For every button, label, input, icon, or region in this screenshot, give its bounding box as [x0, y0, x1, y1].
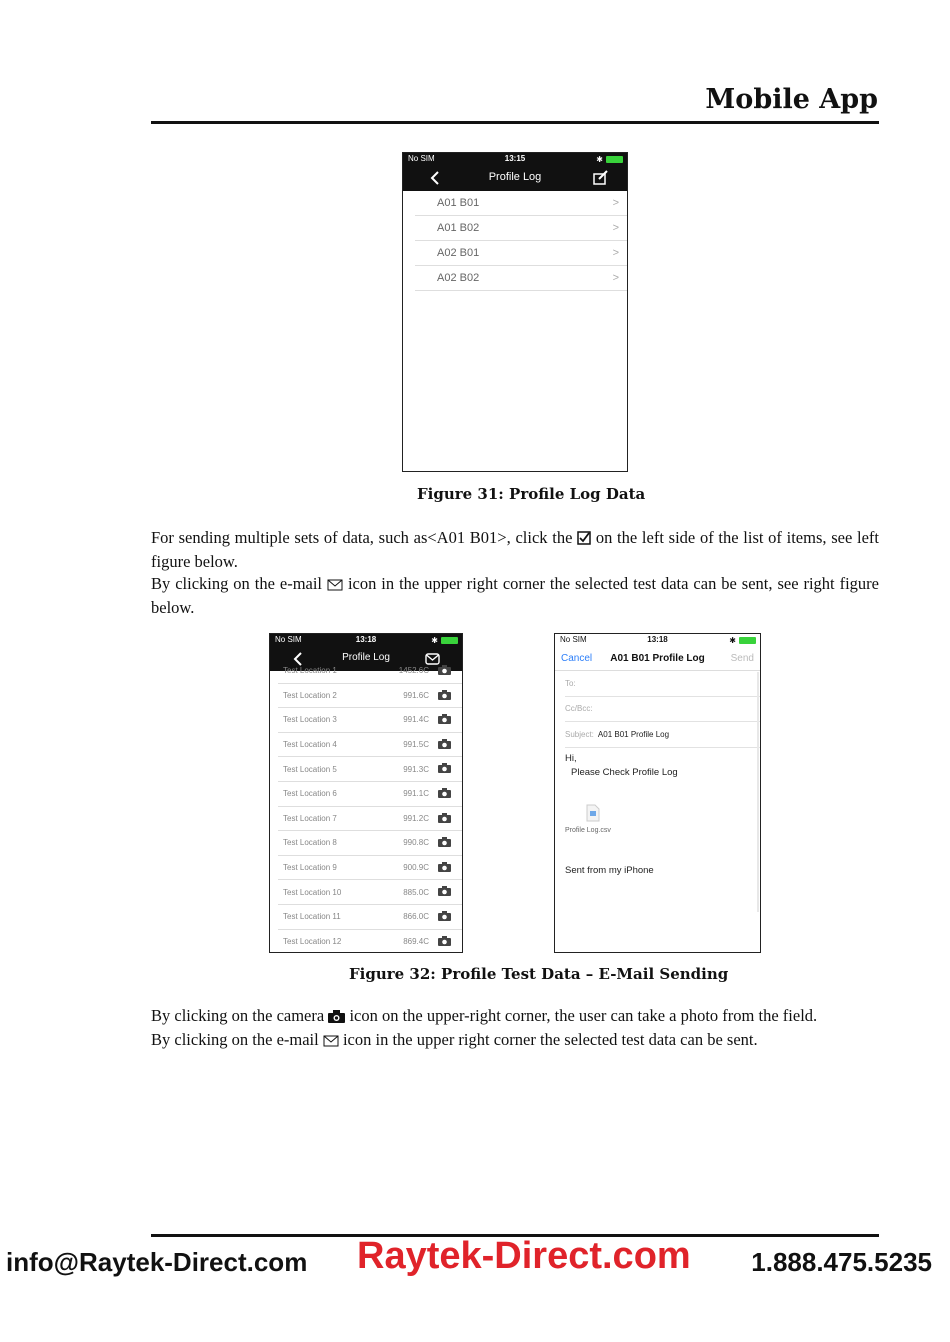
email-icon [327, 575, 343, 597]
list-item[interactable]: A01 B01 > [415, 191, 627, 216]
test-location-list [270, 659, 462, 953]
status-bar [270, 634, 462, 646]
camera-icon[interactable] [438, 813, 451, 825]
list-item[interactable]: A02 B02 > [415, 266, 627, 291]
attachment-name: Profile Log.csv [565, 826, 611, 834]
table-row[interactable]: Test Location 2 991.6C [278, 684, 462, 709]
subject-field[interactable]: Subject: A01 B01 Profile Log [565, 722, 760, 748]
camera-icon [328, 1007, 345, 1029]
nav-bar [403, 165, 627, 191]
scrollbar[interactable] [757, 672, 759, 912]
battery-icon [606, 156, 623, 163]
camera-icon[interactable] [438, 837, 451, 849]
cancel-button[interactable]: Cancel [561, 653, 593, 664]
signature-text: Sent from my iPhone [565, 864, 654, 876]
edit-icon[interactable] [593, 170, 609, 190]
table-row[interactable]: Test Location 9 900.9C [278, 856, 462, 881]
camera-icon[interactable] [438, 936, 451, 948]
list-item[interactable]: A02 B01 > [415, 241, 627, 266]
paragraph-1: For sending multiple sets of data, such as<A01 B01>, click the on the left side of the list of items, see left figure below. By clicking on the e-mail icon in the upper right corner the selected test data can be sent, see right figure below. [151, 528, 879, 617]
chevron-right-icon: > [612, 197, 619, 209]
checkbox-icon [577, 529, 591, 551]
figure31-caption: Figure 31: Profile Log Data [417, 485, 646, 503]
nav-title: Profile Log [488, 171, 542, 183]
list-item[interactable]: A01 B02 > [415, 216, 627, 241]
table-row[interactable]: Test Location 6 991.1C [278, 782, 462, 807]
table-row[interactable]: Test Location 1 1452.6C [278, 659, 462, 684]
status-time: 13:15 [504, 154, 526, 163]
section-title: Mobile App [705, 84, 878, 115]
table-row[interactable]: Test Location 8 990.8C [278, 831, 462, 856]
camera-icon[interactable] [438, 788, 451, 800]
paragraph-2: By clicking on the camera icon on the upper-right corner, the user can take a photo from the field. By clicking on the e-mail icon in the upper right corner the selected test data can be sent. [151, 1005, 879, 1053]
chevron-right-icon: > [612, 247, 619, 259]
figure32-right-phone-screenshot [554, 633, 761, 953]
camera-icon[interactable] [438, 739, 451, 751]
status-time: 13:18 [355, 635, 377, 644]
status-bar [555, 634, 760, 646]
table-row[interactable]: Test Location 10 885.0C [278, 880, 462, 905]
table-row[interactable]: Test Location 4 991.5C [278, 733, 462, 758]
profile-log-list [403, 191, 627, 291]
greeting-text: Hi, [565, 752, 577, 764]
table-row[interactable]: Test Location 11 866.0C [278, 905, 462, 930]
status-time: 13:18 [647, 635, 668, 644]
table-row[interactable]: Test Location 7 991.2C [278, 807, 462, 832]
camera-icon[interactable] [438, 911, 451, 923]
status-bar [403, 153, 627, 165]
send-button[interactable]: Send [730, 653, 754, 664]
bluetooth-icon: ✱ [729, 636, 736, 645]
bluetooth-icon: ✱ [431, 636, 438, 645]
camera-icon[interactable] [438, 714, 451, 726]
figure32-left-phone-screenshot [269, 633, 463, 953]
camera-icon[interactable] [438, 886, 451, 898]
battery-icon [739, 637, 756, 644]
header-rule [151, 121, 879, 124]
table-row[interactable]: Test Location 12 869.4C [278, 930, 462, 953]
carrier-label: No SIM [560, 635, 587, 644]
mail-nav-bar [555, 646, 760, 671]
table-row[interactable]: Test Location 5 991.3C [278, 757, 462, 782]
ccbcc-field[interactable]: Cc/Bcc: [565, 697, 760, 723]
figure31-phone-screenshot [402, 152, 628, 472]
camera-icon[interactable] [438, 862, 451, 874]
carrier-label: No SIM [275, 635, 302, 644]
camera-icon[interactable] [438, 690, 451, 702]
email-icon [323, 1031, 339, 1053]
battery-icon [441, 637, 458, 644]
footer-email[interactable]: info@Raytek-Direct.com [6, 1247, 308, 1277]
mail-title: A01 B01 Profile Log [610, 653, 705, 664]
chevron-right-icon: > [612, 222, 619, 234]
camera-icon[interactable] [438, 763, 451, 775]
carrier-label: No SIM [408, 154, 435, 163]
bluetooth-icon: ✱ [596, 155, 603, 164]
attachment-file-icon[interactable] [586, 804, 600, 825]
chevron-right-icon: > [612, 272, 619, 284]
figure32-caption: Figure 32: Profile Test Data – E-Mail Sending [349, 965, 729, 983]
body-text: Please Check Profile Log [571, 766, 678, 778]
footer-brand[interactable]: Raytek-Direct.com [357, 1235, 691, 1277]
table-row[interactable]: Test Location 3 991.4C [278, 708, 462, 733]
to-field[interactable]: To: [565, 671, 760, 697]
footer-phone[interactable]: 1.888.475.5235 [751, 1247, 932, 1277]
camera-icon[interactable] [438, 665, 451, 677]
nav-title: Profile Log [342, 652, 390, 663]
